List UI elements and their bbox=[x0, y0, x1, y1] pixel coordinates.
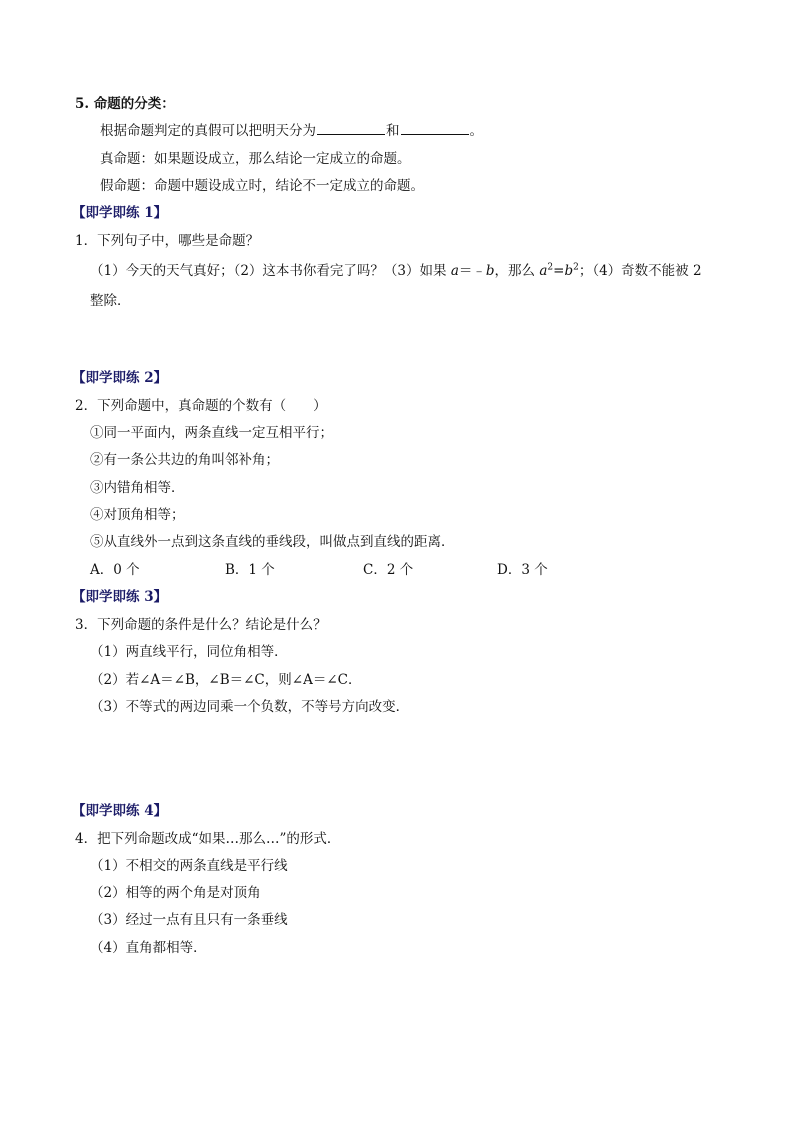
classification-line bbox=[100, 122, 483, 140]
exercise-1-items-line bbox=[90, 262, 702, 280]
variable-b-squared: b bbox=[564, 263, 574, 279]
exercise-3-item: （1）两直线平行，同位角相等． bbox=[90, 644, 288, 660]
exercise-2-statement: ⑤从直线外一点到这条直线的垂线段，叫做点到直线的距离． bbox=[90, 534, 455, 550]
classification-end: 。 bbox=[469, 123, 483, 139]
classification-and: 和 bbox=[386, 123, 400, 139]
exercise-3-question: 3．下列命题的条件是什么？结论是什么？ bbox=[75, 617, 327, 633]
classification-prefix: 根据命题判定的真假可以把明天分为 bbox=[100, 123, 316, 139]
equals-sign: = bbox=[553, 263, 565, 279]
exercise-2-question: 2．下列命题中，真命题的个数有（ ） bbox=[75, 398, 327, 414]
exercise-1-items-continuation: 整除． bbox=[90, 293, 131, 309]
exercise-2-statement: ①同一平面内，两条直线一定互相平行； bbox=[90, 425, 333, 441]
option-d[interactable]: D．3 个 bbox=[497, 562, 548, 578]
variable-a: a bbox=[450, 263, 459, 279]
exponent-a: 2 bbox=[547, 262, 554, 273]
exercise-1-text-b: ＝﹣ bbox=[458, 263, 486, 279]
exercise-1-text-c: ，那么 bbox=[494, 263, 540, 279]
exponent-b: 2 bbox=[573, 262, 579, 273]
exercise-2-options bbox=[0, 561, 794, 579]
option-a[interactable]: A．0 个 bbox=[90, 562, 140, 578]
exercise-2-statement: ③内错角相等． bbox=[90, 480, 185, 496]
exercise-2-statement: ④对顶角相等； bbox=[90, 507, 185, 523]
exercise-4-item: （3）经过一点有且只有一条垂线 bbox=[90, 912, 288, 928]
exercise-1-text-a: （1）今天的天气真好；（2）这本书你看完了吗？（3）如果 bbox=[90, 263, 451, 279]
exercise-2-statement: ②有一条公共边的角叫邻补角； bbox=[90, 452, 279, 468]
exercise-1-question: 1．下列句子中，哪些是命题？ bbox=[75, 233, 260, 249]
true-proposition-definition: 真命题：如果题设成立，那么结论一定成立的命题。 bbox=[100, 151, 411, 167]
false-proposition-definition: 假命题：命题中题设成立时，结论不一定成立的命题。 bbox=[100, 178, 424, 194]
variable-b: b bbox=[485, 263, 495, 279]
exercise-3-heading: 【即学即练 3】 bbox=[72, 589, 168, 605]
exercise-4-question: 4．把下列命题改成“如果…那么…”的形式． bbox=[75, 831, 341, 847]
exercise-3-item: （3）不等式的两边同乘一个负数，不等号方向改变． bbox=[90, 699, 410, 715]
option-b[interactable]: B．1 个 bbox=[225, 562, 275, 578]
option-c[interactable]: C．2 个 bbox=[363, 562, 414, 578]
exercise-4-item: （4）直角都相等． bbox=[90, 940, 207, 956]
exercise-4-item: （2）相等的两个角是对顶角 bbox=[90, 885, 261, 901]
exercise-3-item: （2）若∠A＝∠B，∠B＝∠C，则∠A＝∠C． bbox=[90, 672, 362, 688]
section-title: 5. 命题的分类： bbox=[75, 96, 175, 112]
variable-a-squared: a bbox=[539, 263, 548, 279]
exercise-2-heading: 【即学即练 2】 bbox=[72, 370, 168, 386]
exercise-4-heading: 【即学即练 4】 bbox=[72, 803, 168, 819]
answer-blank-1[interactable] bbox=[317, 122, 385, 135]
exercise-4-item: （1）不相交的两条直线是平行线 bbox=[90, 858, 288, 874]
exercise-1-text-d: ；（4）奇数不能被 2 bbox=[578, 263, 702, 279]
exercise-1-heading: 【即学即练 1】 bbox=[72, 205, 168, 221]
answer-blank-2[interactable] bbox=[401, 122, 469, 135]
